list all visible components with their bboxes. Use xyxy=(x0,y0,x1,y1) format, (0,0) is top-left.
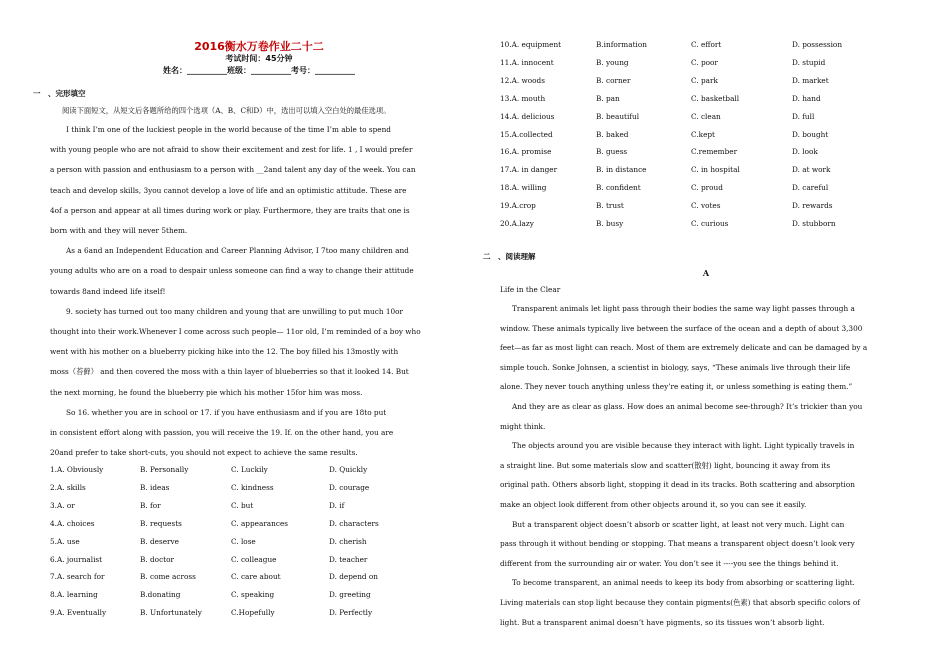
option-c: C.Hopefully xyxy=(231,608,275,618)
option-b: B. requests xyxy=(140,518,182,528)
option-d: D. careful xyxy=(792,183,829,193)
option-d: D. greeting xyxy=(329,590,371,600)
option-c: C. colleague xyxy=(231,554,277,564)
cloze-line: went with his mother on a blueberry picking hike into the 12. The boy filled his 13mostly with xyxy=(50,347,399,357)
option-a: 2.A. skills xyxy=(50,482,86,492)
option-d: D. look xyxy=(792,147,818,157)
option-a: 9.A. Eventually xyxy=(50,608,107,618)
option-a: 6.A. journalist xyxy=(50,554,103,564)
cloze-line: As a 6and an Independent Education and Career Planning Advisor, I 7too many children and xyxy=(66,246,409,256)
reading-line: might think. xyxy=(500,421,546,431)
reading-line: The objects around you are visible because they interact with light. Light typically travels in xyxy=(512,441,855,451)
option-a: 14.A. delicious xyxy=(500,111,555,121)
option-c: C. speaking xyxy=(231,590,275,600)
option-a: 11.A. innocent xyxy=(500,57,554,67)
option-c: C. appearances xyxy=(231,518,289,528)
cloze-line: towards 8and indeed life itself! xyxy=(50,286,166,296)
option-b: B.information xyxy=(596,40,647,49)
cloze-line: moss（苔藓） and then covered the moss with a thin layer of blueberries so that it looked 14. But xyxy=(50,367,409,377)
option-d: D. if xyxy=(329,500,345,510)
option-d: D. teacher xyxy=(329,554,368,564)
cloze-line: in consistent effort along with passion, you will receive the 19. If. on the other hand, you are xyxy=(50,428,394,437)
option-c: C. in hospital xyxy=(691,165,740,175)
reading-line: window. These animals typically live between the surface of the ocean and a depth of about 3,300 xyxy=(500,323,863,333)
exam-time: 考试时间：45分钟 xyxy=(225,54,293,63)
option-b: B. in distance xyxy=(596,165,647,175)
option-d: D. characters xyxy=(329,518,379,528)
reading-line: And they are as clear as glass. How does an animal become see-through? It’s trickier than you xyxy=(512,402,863,411)
option-a: 17.A. in danger xyxy=(500,165,558,175)
reading-line: Transparent animals let light pass through their bodies the same way light passes through a xyxy=(512,304,855,313)
option-c: C. proud xyxy=(691,183,723,193)
option-d: D. market xyxy=(792,75,829,85)
option-a: 20.A.lazy xyxy=(500,219,534,228)
cloze-line: born with and they will never 5them. xyxy=(50,226,188,235)
option-a: 15.A.collected xyxy=(500,129,553,139)
reading-line: a straight line. But some materials slow and scatter(散射) light, bouncing it away from its xyxy=(500,460,831,470)
option-b: B. ideas xyxy=(140,482,170,492)
option-c: C. basketball xyxy=(691,93,740,103)
option-d: D. Perfectly xyxy=(329,608,373,618)
option-b: B. guess xyxy=(596,147,628,157)
cloze-line: 9. society has turned out too many children and young that are unwilling to put much 10or xyxy=(66,306,404,316)
option-b: B. Unfortunately xyxy=(140,608,202,618)
cloze-line: 4of a person and appear at all times during work or play. Furthermore, they are traits that one is xyxy=(50,205,410,215)
page-title: 2016衡水万卷作业二十二 xyxy=(194,40,324,53)
reading-line: original path. Others absorb light, stopping it dead in its tracks. Both scattering and absorption xyxy=(500,480,855,490)
option-a: 8.A. learning xyxy=(50,590,98,600)
option-d: D. cherish xyxy=(329,536,367,546)
cloze-line: I think I’m one of the luckiest people in the world because of the time I’m able to spend xyxy=(66,125,391,134)
option-b: B. busy xyxy=(596,219,624,228)
option-b: B. come across xyxy=(140,572,196,582)
reading-line: different from the surrounding air or water. You don’t see it ----you see the things behind it. xyxy=(500,558,839,568)
reading-line: light. But a transparent animal doesn’t have pigments, so its tissues won’t absorb light. xyxy=(500,617,825,627)
cloze-line: So 16. whether you are in school or 17. if you have enthusiasm and if you are 18to put xyxy=(66,407,387,417)
option-b: B. corner xyxy=(596,75,631,85)
cloze-instruction: 阅读下面短文，从短文后各题所给的四个选项（A、B、C和D）中，选出可以填入空白处的最佳选项。 xyxy=(62,106,391,115)
cloze-line: thought into their work.Whenever I come across such people— 11or old, I’m reminded of a boy who xyxy=(50,327,421,336)
option-c: C. kindness xyxy=(231,482,274,492)
student-info-fields: 姓名：__________班级：__________考号：__________ xyxy=(163,66,355,75)
option-b: B. pan xyxy=(596,93,620,103)
option-a: 19.A.crop xyxy=(500,201,536,211)
cloze-line: with young people who are not afraid to show their excitement and zest for life. 1 , I would prefer xyxy=(50,145,413,155)
passage-title: Life in the Clear xyxy=(500,285,561,294)
option-c: C. lose xyxy=(231,536,256,546)
reading-line: feet—as far as most light can reach. Most of them are extremely delicate and can be damaged by a xyxy=(500,343,868,353)
option-b: B. confident xyxy=(596,183,641,193)
cloze-line: 20and prefer to take short-cuts, you should not expect to achieve the same results. xyxy=(50,448,358,458)
option-d: D. hand xyxy=(792,93,821,103)
option-d: D. stupid xyxy=(792,57,826,67)
section-heading-reading: 二 、阅读理解 xyxy=(483,252,536,261)
option-c: C.kept xyxy=(691,129,715,139)
option-c: C. curious xyxy=(691,219,729,228)
option-a: 5.A. use xyxy=(50,536,80,546)
option-a: 16.A. promise xyxy=(500,147,552,157)
option-b: B. deserve xyxy=(140,536,179,546)
reading-line: pass through it without bending or stopping. That means a transparent object doesn’t look very xyxy=(500,539,855,549)
option-c: C. clean xyxy=(691,111,721,121)
reading-line: Living materials can stop light because they contain pigments(色素) that absorb specific colors of xyxy=(500,598,860,607)
option-b: B. Personally xyxy=(140,465,189,474)
cloze-line: young adults who are on a road to despair unless someone can find a way to change their attitude xyxy=(50,266,414,276)
option-d: D. at work xyxy=(792,165,831,175)
option-b: B. doctor xyxy=(140,554,174,564)
cloze-line: the next morning, he found the blueberry pie which his mother 15for him was moss. xyxy=(50,387,363,397)
option-c: C. poor xyxy=(691,57,718,67)
option-a: 18.A. willing xyxy=(500,183,547,193)
reading-line: But a transparent object doesn’t absorb or scatter light, at least not very much. Light can xyxy=(512,519,845,529)
option-a: 1.A. Obviously xyxy=(50,465,104,474)
option-c: C. but xyxy=(231,500,254,510)
passage-label: A xyxy=(702,268,710,278)
option-a: 13.A. mouth xyxy=(500,93,546,103)
option-b: B.donating xyxy=(140,590,181,600)
option-d: D. full xyxy=(792,111,815,121)
option-c: C. park xyxy=(691,75,718,85)
option-b: B. trust xyxy=(596,201,624,211)
option-c: C.remember xyxy=(691,147,738,157)
reading-line: To become transparent, an animal needs to keep its body from absorbing or scattering light. xyxy=(512,578,855,588)
option-d: D. possession xyxy=(792,40,843,49)
option-b: B. baked xyxy=(596,129,629,139)
option-d: D. stubborn xyxy=(792,219,836,228)
cloze-line: teach and develop skills, 3you cannot develop a love of life and an optimistic attitude. These are xyxy=(50,185,407,195)
cloze-line: a person with passion and enthusiasm to a person with __2and talent any day of the week. You can xyxy=(50,165,416,175)
option-a: 7.A. search for xyxy=(50,572,105,582)
option-b: B. young xyxy=(596,57,629,67)
option-c: C. care about xyxy=(231,572,281,582)
option-a: 4.A. choices xyxy=(50,518,95,528)
reading-line: simple touch. Sonke Johnsen, a scientist in biology, says, “These animals live through their life xyxy=(500,362,851,372)
option-a: 3.A. or xyxy=(50,500,75,510)
option-c: C. Luckily xyxy=(231,465,268,474)
option-c: C. votes xyxy=(691,201,721,211)
option-a: 10.A. equipment xyxy=(500,40,562,49)
option-c: C. effort xyxy=(691,40,722,49)
option-d: D. courage xyxy=(329,482,370,492)
reading-line: alone. They never touch anything unless they’re eating it, or unless something is eating them.” xyxy=(500,382,853,392)
option-d: D. bought xyxy=(792,129,829,139)
option-b: B. beautiful xyxy=(596,111,640,121)
option-d: D. rewards xyxy=(792,201,833,211)
option-d: D. Quickly xyxy=(329,465,368,474)
option-d: D. depend on xyxy=(329,572,378,582)
option-b: B. for xyxy=(140,500,161,510)
reading-line: make an object look different from other objects around it, so you can see it easily. xyxy=(500,500,807,509)
option-a: 12.A. woods xyxy=(500,75,545,85)
section-heading-cloze: 一 、完形填空 xyxy=(33,89,86,98)
